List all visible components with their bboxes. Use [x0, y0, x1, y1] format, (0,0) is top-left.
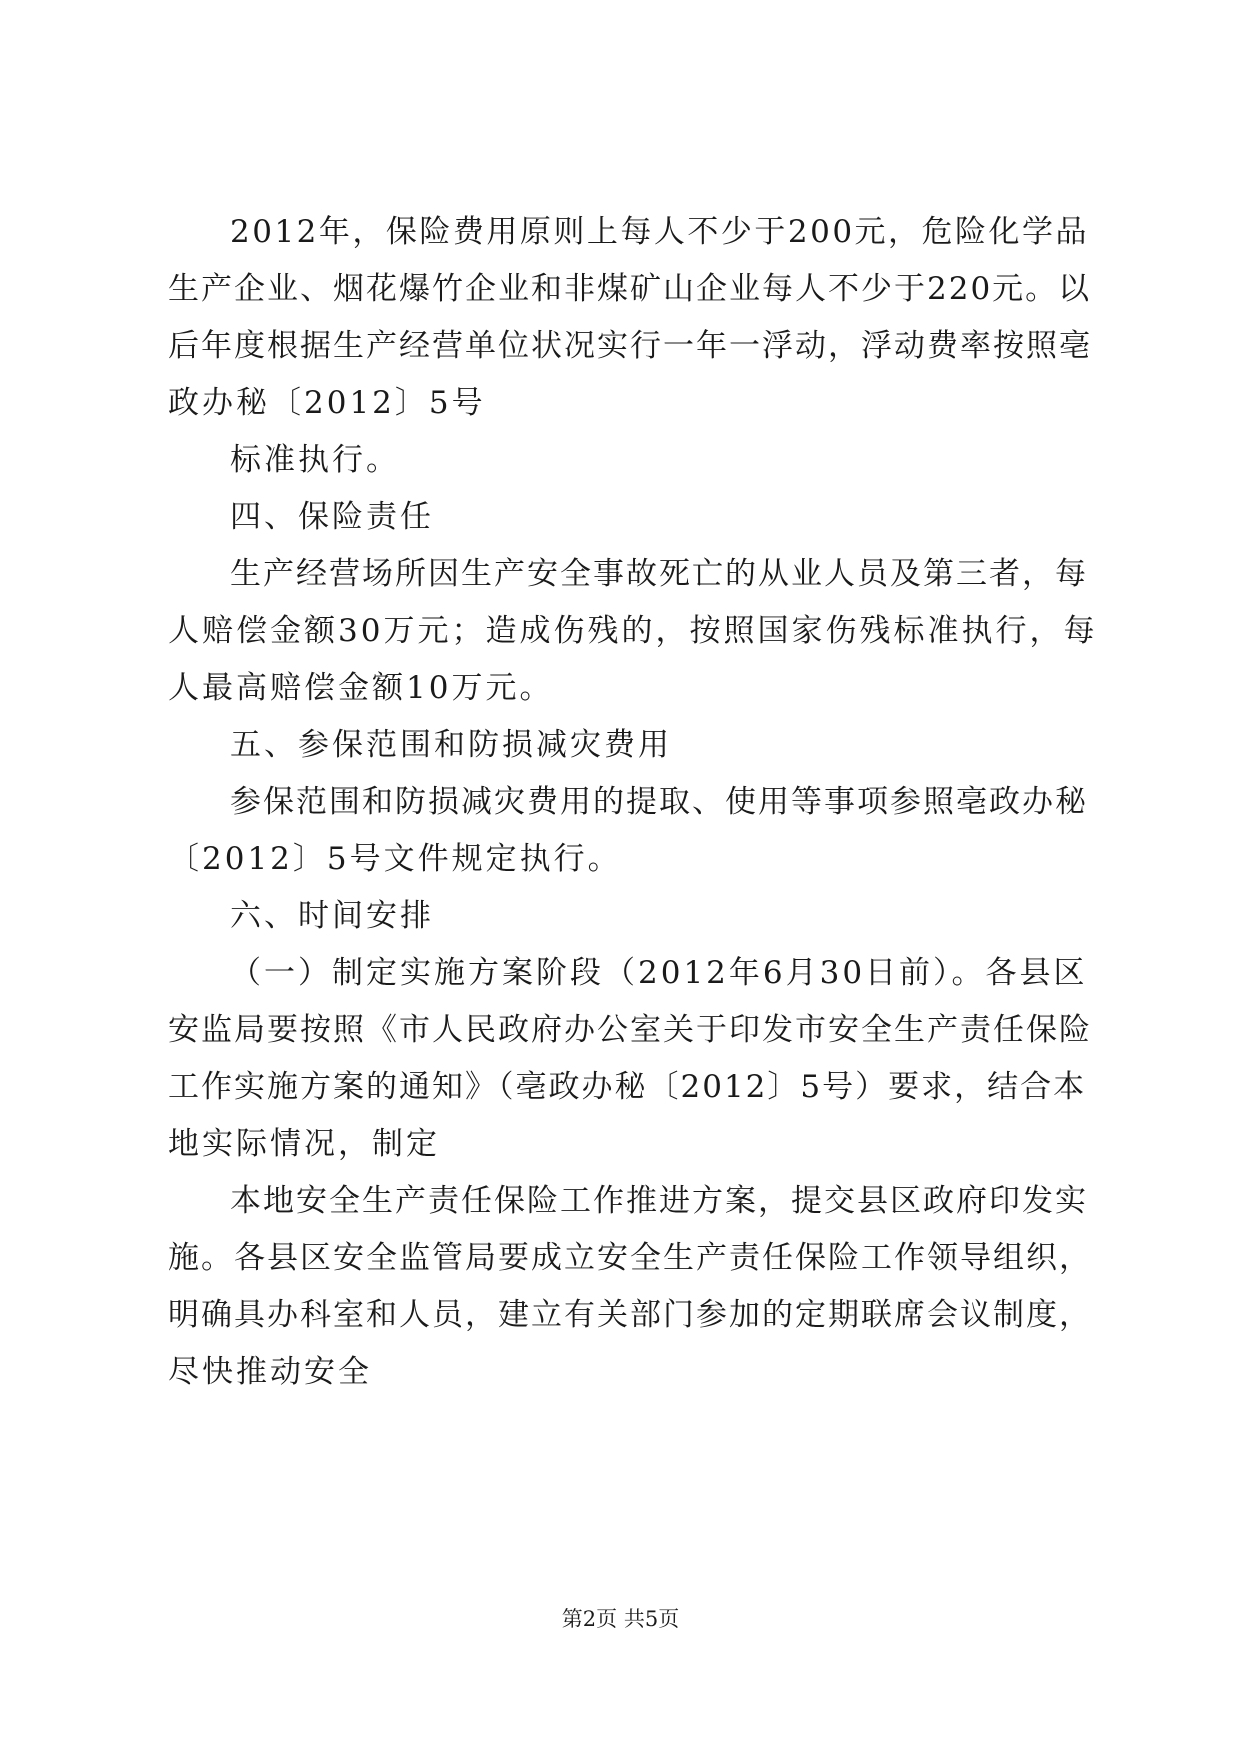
text-line-7: 生产经营场所因生产安全事故死亡的从业人员及第三者，每 — [230, 556, 1088, 592]
text-line-17: 地实际情况，制定 — [168, 1126, 440, 1162]
text-line-14: （一）制定实施方案阶段（2012年6月30日前）。各县区 — [230, 955, 1088, 991]
text-line-16: 工作实施方案的通知》（亳政办秘〔2012〕5号）要求，结合本 — [168, 1069, 1087, 1105]
text-line-11: 参保范围和防损减灾费用的提取、使用等事项参照亳政办秘 — [230, 784, 1088, 820]
text-line-9: 人最高赔偿金额10万元。 — [168, 670, 554, 706]
text-line-18: 本地安全生产责任保险工作推进方案，提交县区政府印发实 — [230, 1183, 1088, 1219]
text-line-12: 〔2012〕5号文件规定执行。 — [168, 841, 622, 877]
section-heading-6: 六、时间安排 — [230, 898, 434, 934]
text-line-15: 安监局要按照《市人民政府办公室关于印发市安全生产责任保险 — [168, 1012, 1092, 1048]
text-line-4: 政办秘〔2012〕5号 — [168, 385, 486, 421]
text-line-8: 人赔偿金额30万元；造成伤残的，按照国家伤残标准执行，每 — [168, 613, 1098, 649]
text-line-20: 明确具办科室和人员，建立有关部门参加的定期联席会议制度， — [168, 1297, 1092, 1333]
text-line-5: 标准执行。 — [230, 442, 400, 478]
text-line-19: 施。各县区安全监管局要成立安全生产责任保险工作领导组织， — [168, 1240, 1092, 1276]
page-footer: 第2页 共5页 — [561, 1607, 680, 1631]
text-line-3: 后年度根据生产经营单位状况实行一年一浮动，浮动费率按照亳 — [168, 328, 1092, 364]
text-line-21: 尽快推动安全 — [168, 1354, 372, 1390]
section-heading-5: 五、参保范围和防损减灾费用 — [230, 727, 672, 763]
section-heading-4: 四、保险责任 — [230, 499, 434, 535]
text-line-1: 2012年，保险费用原则上每人不少于200元，危险化学品 — [230, 214, 1090, 250]
text-line-2: 生产企业、烟花爆竹企业和非煤矿山企业每人不少于220元。以 — [168, 271, 1092, 307]
